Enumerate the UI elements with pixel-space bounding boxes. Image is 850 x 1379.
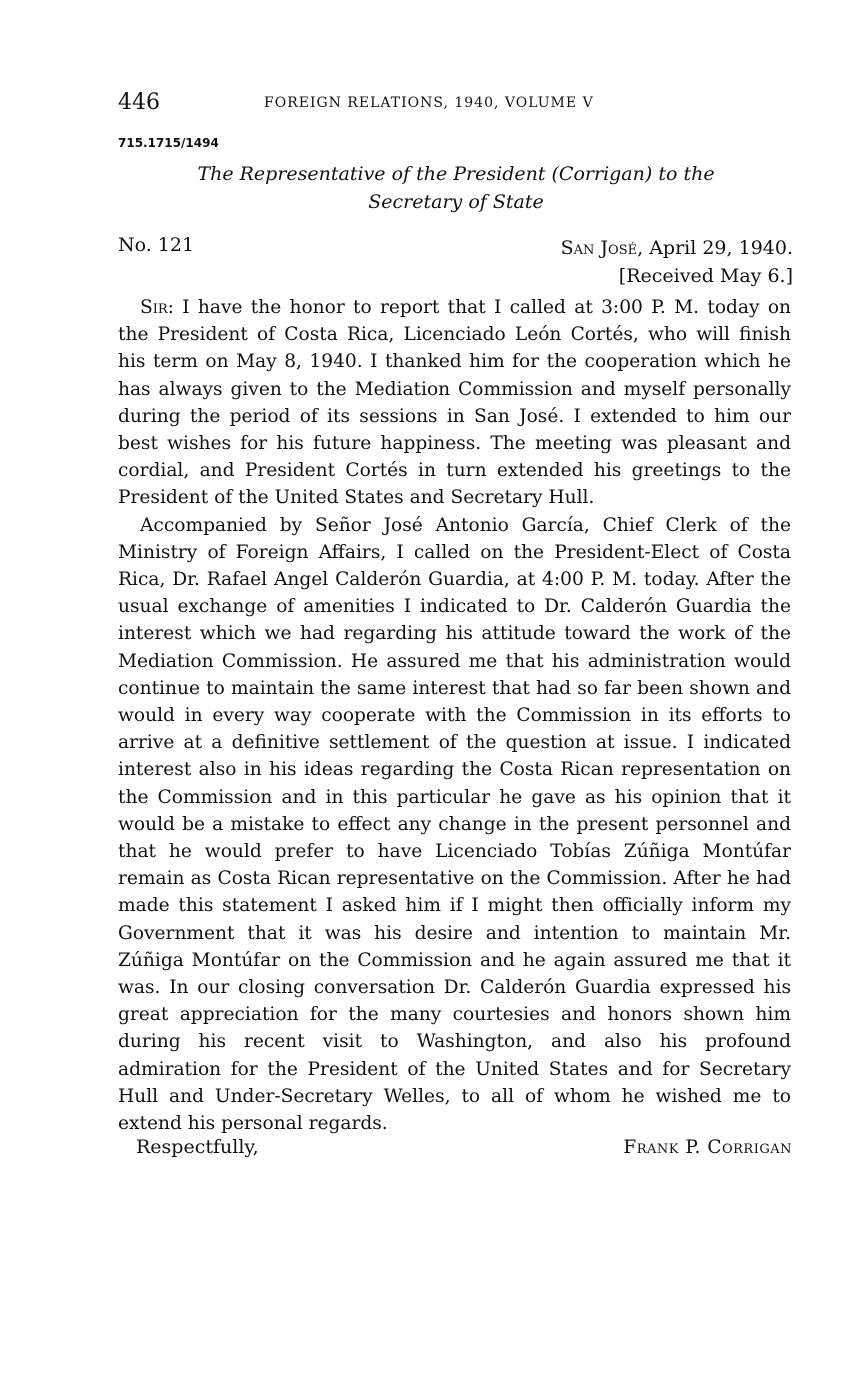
title-line-1: The Representative of the President (Corrigan) to the [197,163,715,185]
closing: Respectfully, [136,1136,259,1158]
page-number: 446 [118,90,160,115]
dateline [561,234,793,290]
document-title [120,160,792,216]
title-line-2: Secretary of State [368,191,544,213]
place: San José [560,237,638,259]
signature: Frank P. Corrigan [623,1137,792,1158]
running-head: FOREIGN RELATIONS, 1940, VOLUME V [264,95,594,111]
received-note: [Received May 6.] [618,265,793,287]
date: , April 29, 1940. [637,237,793,259]
paragraph-2: Accompanied by Señor José Antonio García, Chief Clerk of the Ministry of Foreign Affairs, I called on the President-Elect of Costa Rica, Dr. Rafael Angel Calderón Guardia, at 4:00 P. M. today. After the usual exchange of amenities I indicated to Dr. Calderón Guardia the interest which we had regarding his attitude toward the work of the Mediation Commission. He assured me that his administration would continue to maintain the same interest that had so far been shown and would in every way cooperate with the Commission in its efforts to arrive at a definitive settlement of the question at issue. I indicated interest also in his ideas regarding the Costa Rican representation on the Commission and in this particular he gave as his opinion that it would be a mistake to effect any change in the present personnel and that he would prefer to have Licenciado Tobías Zúñiga Montúfar remain as Costa Rican representative on the Commission. After he had made this statement I asked him if I might then officially inform my Government that it was his desire and intention to maintain Mr. Zúñiga Montúfar on the Commission and he again assured me that it was. In our closing conversation Dr. Calderón Guardia expressed his great appreciation for the many courtesies and honors shown him during his recent visit to Washington, and also his profound admiration for the President of the United States and for Secretary Hull and Under-Secretary Welles, to all of whom he wished me to extend his personal regards. [118,514,791,1135]
salutation: Sir [140,297,168,318]
file-number: 715.1715/1494 [118,136,219,150]
letter-body [118,294,791,1137]
paragraph-1-text: : I have the honor to report that I called at 3:00 P. M. today on the President of Costa Rica, Licenciado León Cortés, who will finish his term on May 8, 1940. I thanked him for the cooperation which he has always given to the Mediation Commission and myself personally during the period of its sessions in San José. I extended to him our best wishes for his future happiness. The meeting was pleasant and cordial, and President Cortés in turn extended his greetings to the President of the United States and Secretary Hull. [118,297,791,509]
page-header [118,90,798,120]
place-date [561,234,793,262]
document-number: No. 121 [118,234,195,256]
paragraph-1 [118,294,791,512]
